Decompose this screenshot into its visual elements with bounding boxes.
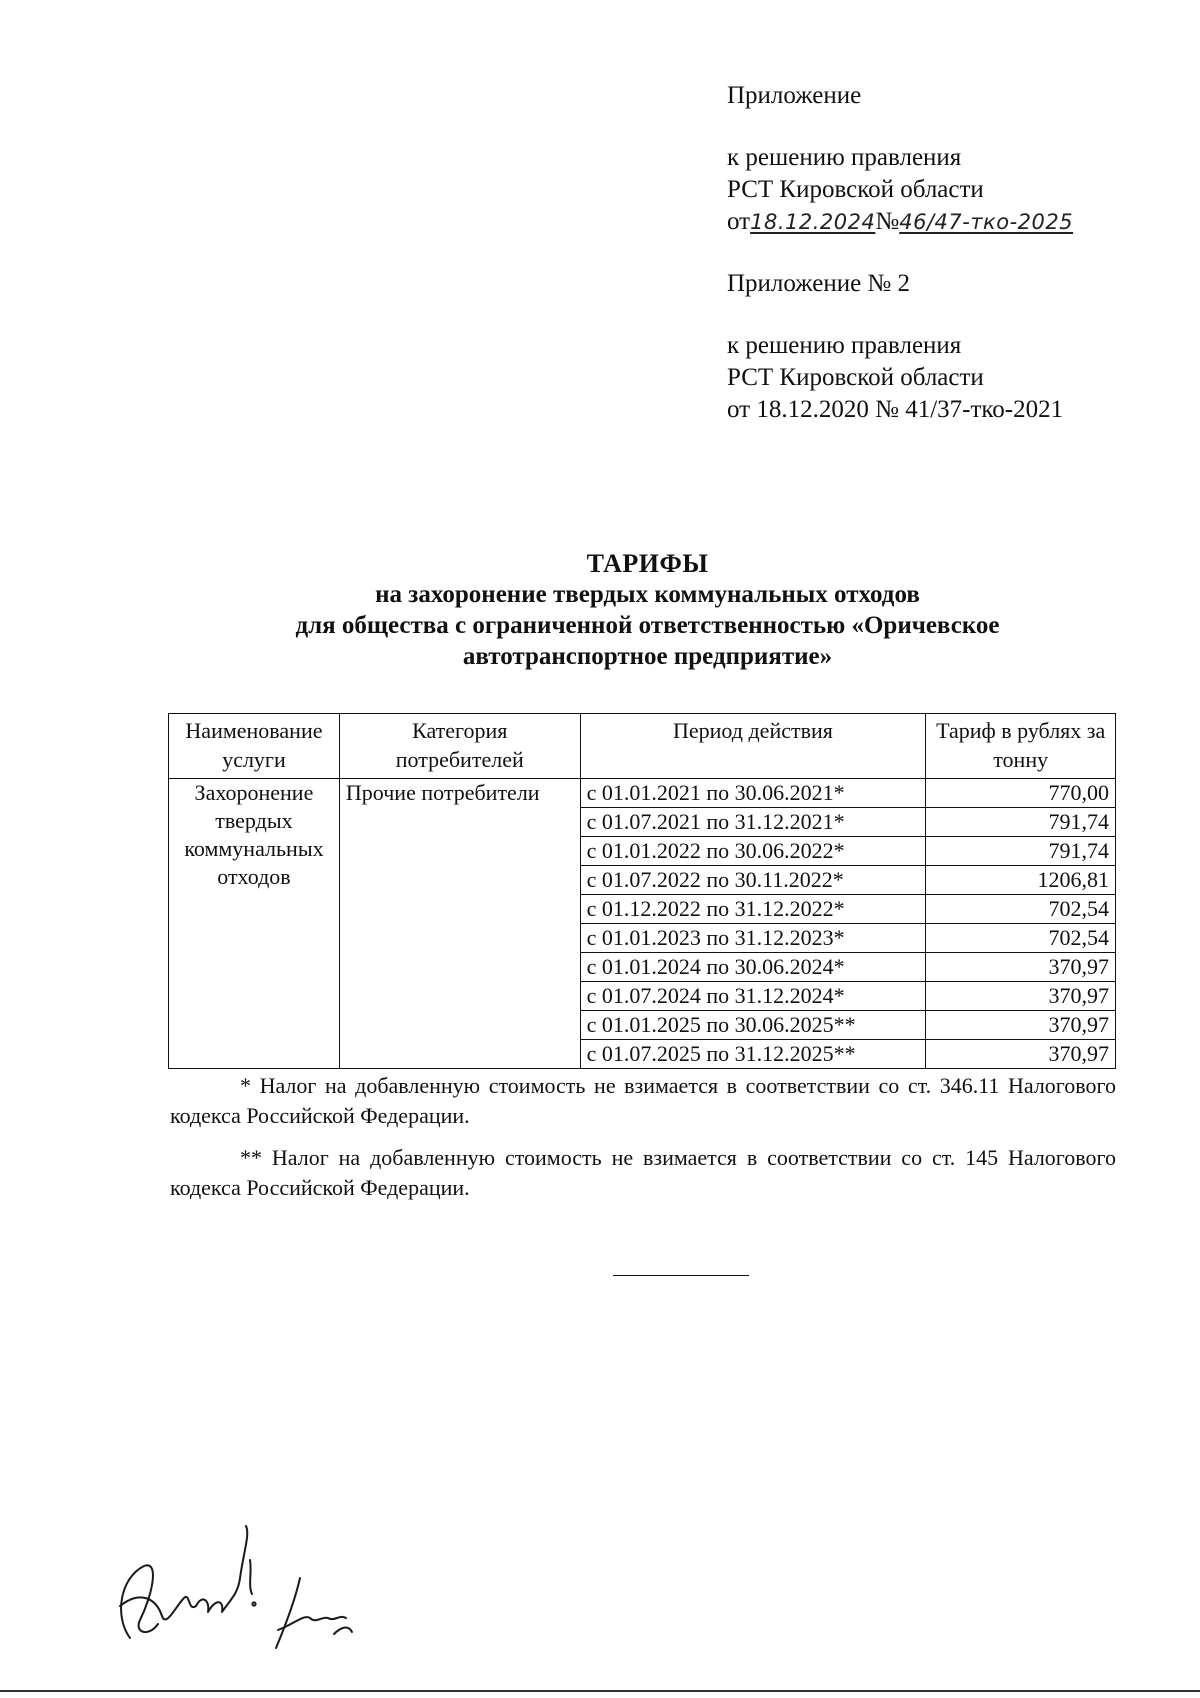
rate-cell: 770,00 [926, 779, 1116, 808]
footnote-1: * Налог на добавленную стоимость не взимается в соответствии со ст. 346.11 Налогового кодекса Российской Федерации. [170, 1073, 1116, 1128]
authority-line: РСТ Кировской области [727, 176, 984, 203]
header-period: Период действия [580, 714, 926, 779]
period-cell: с 01.07.2021 по 31.12.2021* [580, 808, 926, 837]
header-service: Наименование услуги [169, 714, 340, 779]
service-cell: Захоронение твердых коммунальных отходов [169, 779, 340, 1069]
number-sign: № [875, 208, 900, 235]
header-category: Категория потребителей [339, 714, 580, 779]
title-company-1: для общества с ограниченной ответственностью «Оричевское [295, 612, 1000, 639]
signature [100, 1520, 390, 1670]
decision-ref-line: к решению правления [727, 144, 962, 171]
decision-ref-line-2: к решению правления [727, 332, 962, 359]
title-heading: ТАРИФЫ [586, 549, 709, 578]
table-row [169, 779, 1116, 808]
footnote-2: ** Налог на добавленную стоимость не взимается в соответствии со ст. 145 Налогового кодекса Российской Федерации. [170, 1145, 1116, 1200]
period-cell: с 01.01.2021 по 30.06.2021* [580, 779, 926, 808]
date-prefix: от [727, 208, 751, 235]
category-cell: Прочие потребители [339, 779, 580, 1069]
rate-cell: 370,97 [926, 953, 1116, 982]
period-cell: с 01.01.2025 по 30.06.2025** [580, 1011, 926, 1040]
period-cell: с 01.01.2023 по 31.12.2023* [580, 924, 926, 953]
period-cell: с 01.07.2022 по 30.11.2022* [580, 866, 926, 895]
table-header-row [169, 714, 1116, 779]
appendix-label: Приложение [727, 82, 862, 109]
end-separator [613, 1275, 749, 1276]
tariff-table [168, 713, 1116, 1069]
rate-cell: 1206,81 [926, 866, 1116, 895]
rate-cell: 702,54 [926, 895, 1116, 924]
period-cell: с 01.07.2024 по 31.12.2024* [580, 982, 926, 1011]
rate-cell: 370,97 [926, 1011, 1116, 1040]
handwritten-number: 46/47-тко-2025 [899, 210, 1074, 234]
title-company-2: автотранспортное предприятие» [462, 643, 833, 670]
bottom-edge-line [0, 1690, 1200, 1692]
rate-cell: 370,97 [926, 982, 1116, 1011]
header-rate: Тариф в рублях за тонну [926, 714, 1116, 779]
appendix-2-label: Приложение № 2 [727, 270, 911, 297]
handwritten-date: 18.12.2024 [750, 210, 876, 234]
period-cell: с 01.01.2022 по 30.06.2022* [580, 837, 926, 866]
footnotes [170, 1071, 1116, 1203]
period-cell: с 01.07.2025 по 31.12.2025** [580, 1040, 926, 1069]
rate-cell: 791,74 [926, 837, 1116, 866]
period-cell: с 01.12.2022 по 31.12.2022* [580, 895, 926, 924]
rate-cell: 370,97 [926, 1040, 1116, 1069]
title-subject: на захоронение твердых коммунальных отходов [375, 581, 920, 608]
rate-cell: 702,54 [926, 924, 1116, 953]
original-decision-line: от 18.12.2020 № 41/37-тко-2021 [727, 396, 1064, 423]
period-cell: с 01.01.2024 по 30.06.2024* [580, 953, 926, 982]
approval-block [727, 80, 1073, 426]
decision-date-line [727, 206, 1073, 238]
document-title [170, 548, 1125, 672]
rate-cell: 791,74 [926, 808, 1116, 837]
authority-line-2: РСТ Кировской области [727, 364, 984, 391]
